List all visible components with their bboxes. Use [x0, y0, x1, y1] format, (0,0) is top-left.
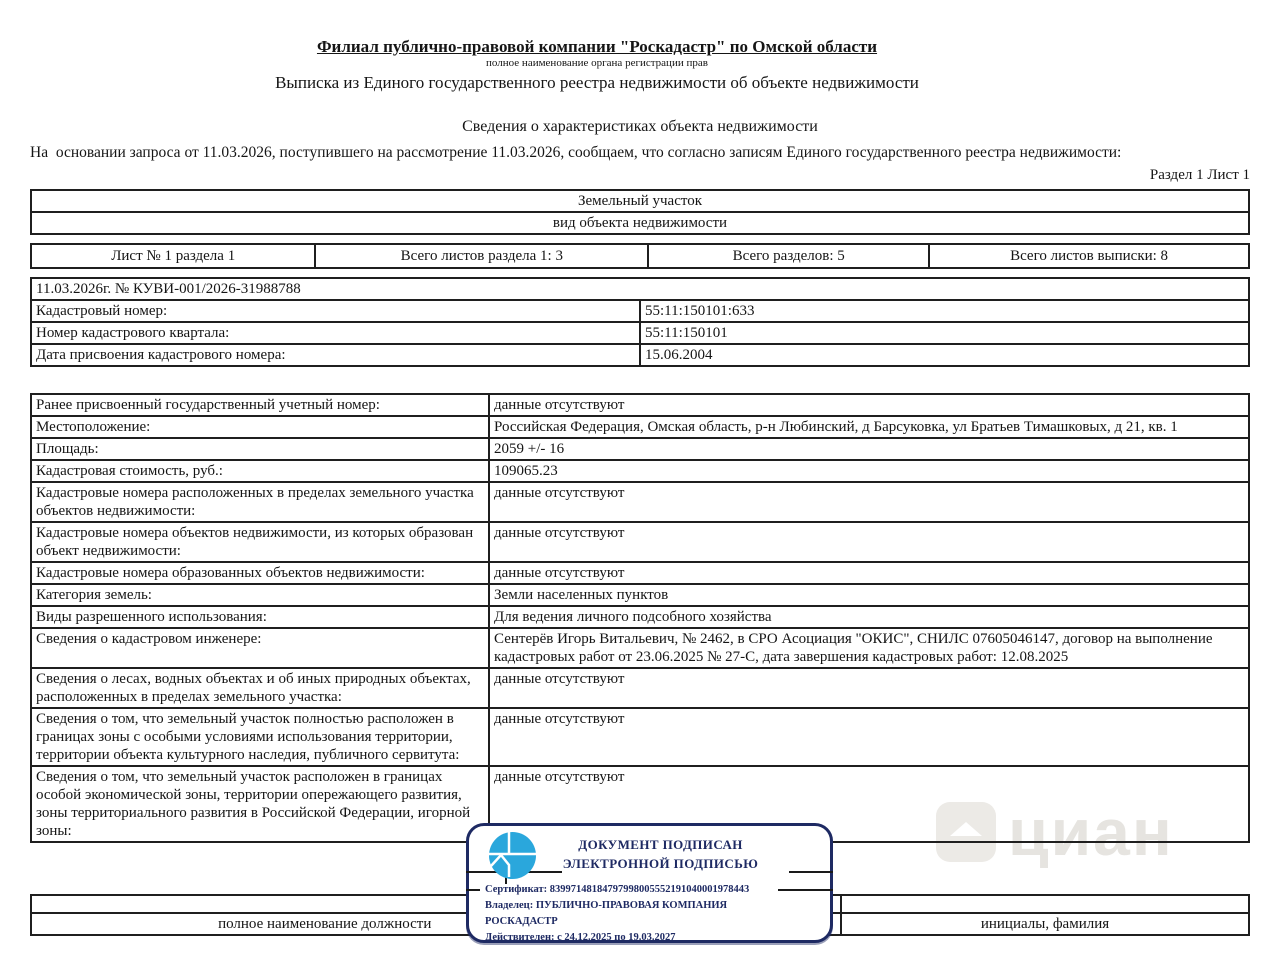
row-previous-number [31, 394, 1249, 416]
field-label: Кадастровые номера образованных объектов недвижимости: [31, 562, 489, 584]
request-basis-text: На основании запроса от 11.03.2026, поступившего на рассмотрение 11.03.2026, сообщаем, что согласно записям Единого государственного реестра недвижимости: [30, 144, 1122, 161]
object-type-caption: вид объекта недвижимости [31, 212, 1249, 234]
row-land-category [31, 584, 1249, 606]
name-caption: инициалы, фамилия [841, 913, 1249, 935]
object-type-row [31, 190, 1249, 212]
field-label: Номер кадастрового квартала: [31, 322, 640, 344]
roskadastr-logo-icon [489, 832, 536, 884]
field-value: данные отсутствуют [489, 766, 1249, 842]
field-label: Кадастровая стоимость, руб.: [31, 460, 489, 482]
digital-signature-stamp [466, 823, 833, 943]
object-type-table [30, 189, 1250, 235]
watermark-text: циан [1008, 795, 1174, 869]
sheets-info-table [30, 243, 1250, 269]
field-label: Кадастровые номера расположенных в пределах земельного участка объектов недвижимости: [31, 482, 489, 522]
row-cadastral-number [31, 300, 1249, 322]
field-value: данные отсутствуют [489, 394, 1249, 416]
row-assignment-date [31, 344, 1249, 366]
field-label: Ранее присвоенный государственный учетный номер: [31, 394, 489, 416]
row-source-objects [31, 522, 1249, 562]
row-quarter-number [31, 322, 1249, 344]
request-number: 11.03.2026г. № КУВИ-001/2026-31988788 [31, 278, 1249, 300]
stamp-certificate: Сертификат: 83997148184797998005552191040001978443 [485, 884, 750, 895]
field-value: Для ведения личного подсобного хозяйства [489, 606, 1249, 628]
field-value: 55:11:150101:633 [640, 300, 1249, 322]
org-name: Филиал публично-правовой компании "Роскадастр" по Омской области [316, 37, 878, 56]
document-header [0, 0, 1280, 184]
field-label: Площадь: [31, 438, 489, 460]
sections-total-cell: Всего разделов: 5 [648, 244, 929, 268]
stamp-validity: Действителен: с 24.12.2025 по 19.03.2027 [485, 932, 676, 943]
row-cadastral-value [31, 460, 1249, 482]
field-label: Сведения о том, что земельный участок расположен в границах особой экономической зоны, территории опережающего развития, зоны территориального развития в Российской Федерации, игорной зоны: [31, 766, 489, 842]
sheet-number-cell: Лист № 1 раздела 1 [31, 244, 315, 268]
row-special-use-zone [31, 708, 1249, 766]
position-caption: полное наименование должности [31, 913, 618, 935]
field-label: Кадастровые номера объектов недвижимости, из которых образован объект недвижимости: [31, 522, 489, 562]
row-permitted-use [31, 606, 1249, 628]
row-forests-water-objects [31, 668, 1249, 708]
table-line-artifact [789, 871, 833, 873]
row-derived-objects [31, 562, 1249, 584]
field-value: 15.06.2004 [640, 344, 1249, 366]
object-type-value: Земельный участок [31, 190, 1249, 212]
object-type-caption-row [31, 212, 1249, 234]
section-sheets-total-cell: Всего листов раздела 1: 3 [315, 244, 648, 268]
field-value: 109065.23 [489, 460, 1249, 482]
request-info-table [30, 277, 1250, 367]
row-cadastral-engineer [31, 628, 1249, 668]
row-location [31, 416, 1249, 438]
field-label: Сведения о лесах, водных объектах и об иных природных объектах, расположенных в пределах земельного участка: [31, 668, 489, 708]
stamp-title-line2: ЭЛЕКТРОННОЙ ПОДПИСЬЮ [562, 856, 759, 871]
table-line-artifact [466, 889, 480, 891]
stamp-owner: Владелец: ПУБЛИЧНО-ПРАВОВАЯ КОМПАНИЯ РОСКАДАСТР [485, 900, 728, 927]
field-label: Сведения о том, что земельный участок полностью расположен в границах зоны с особыми условиями использования территории, территории объекта культурного наследия, публичного сервитута: [31, 708, 489, 766]
field-label: Сведения о кадастровом инженере: [31, 628, 489, 668]
field-label: Категория земель: [31, 584, 489, 606]
field-value: Сентерёв Игорь Витальевич, № 2462, в СРО Асоциация "ОКИС", СНИЛС 07605046147, договор на выполнение кадастровых работ от 23.06.2025 № 27-С, дата завершения кадастровых работ: 12.08.2025 [489, 628, 1249, 668]
details-table [30, 393, 1250, 843]
row-area [31, 438, 1249, 460]
field-value: данные отсутствуют [489, 708, 1249, 766]
field-label: Кадастровый номер: [31, 300, 640, 322]
field-value: данные отсутствуют [489, 482, 1249, 522]
org-name-caption: полное наименование органа регистрации прав [486, 57, 708, 69]
extract-sheets-total-cell: Всего листов выписки: 8 [929, 244, 1249, 268]
stamp-title-line1: ДОКУМЕНТ ПОДПИСАН [578, 837, 743, 852]
section-title: Сведения о характеристиках объекта недвижимости [462, 118, 818, 135]
row-objects-within-parcel [31, 482, 1249, 522]
org-block [0, 37, 1194, 93]
field-value: данные отсутствуют [489, 668, 1249, 708]
request-number-row [31, 278, 1249, 300]
field-value: Российская Федерация, Омская область, р-н Любинский, д Барсуковка, ул Братьев Тимашковых, д 21, кв. 1 [489, 416, 1249, 438]
field-label: Дата присвоения кадастрового номера: [31, 344, 640, 366]
stamp-info [485, 882, 820, 946]
field-value: данные отсутствуют [489, 562, 1249, 584]
field-label: Виды разрешенного использования: [31, 606, 489, 628]
document-title: Выписка из Единого государственного реестра недвижимости об объекте недвижимости [275, 73, 919, 92]
section-sheet-label: Раздел 1 Лист 1 [1149, 167, 1250, 183]
field-value: 2059 +/- 16 [489, 438, 1249, 460]
field-value: данные отсутствуют [489, 522, 1249, 562]
field-value: 55:11:150101 [640, 322, 1249, 344]
field-label: Местоположение: [31, 416, 489, 438]
sheets-info-row [31, 244, 1249, 268]
field-value: Земли населенных пунктов [489, 584, 1249, 606]
name-blank-cell [841, 895, 1249, 913]
